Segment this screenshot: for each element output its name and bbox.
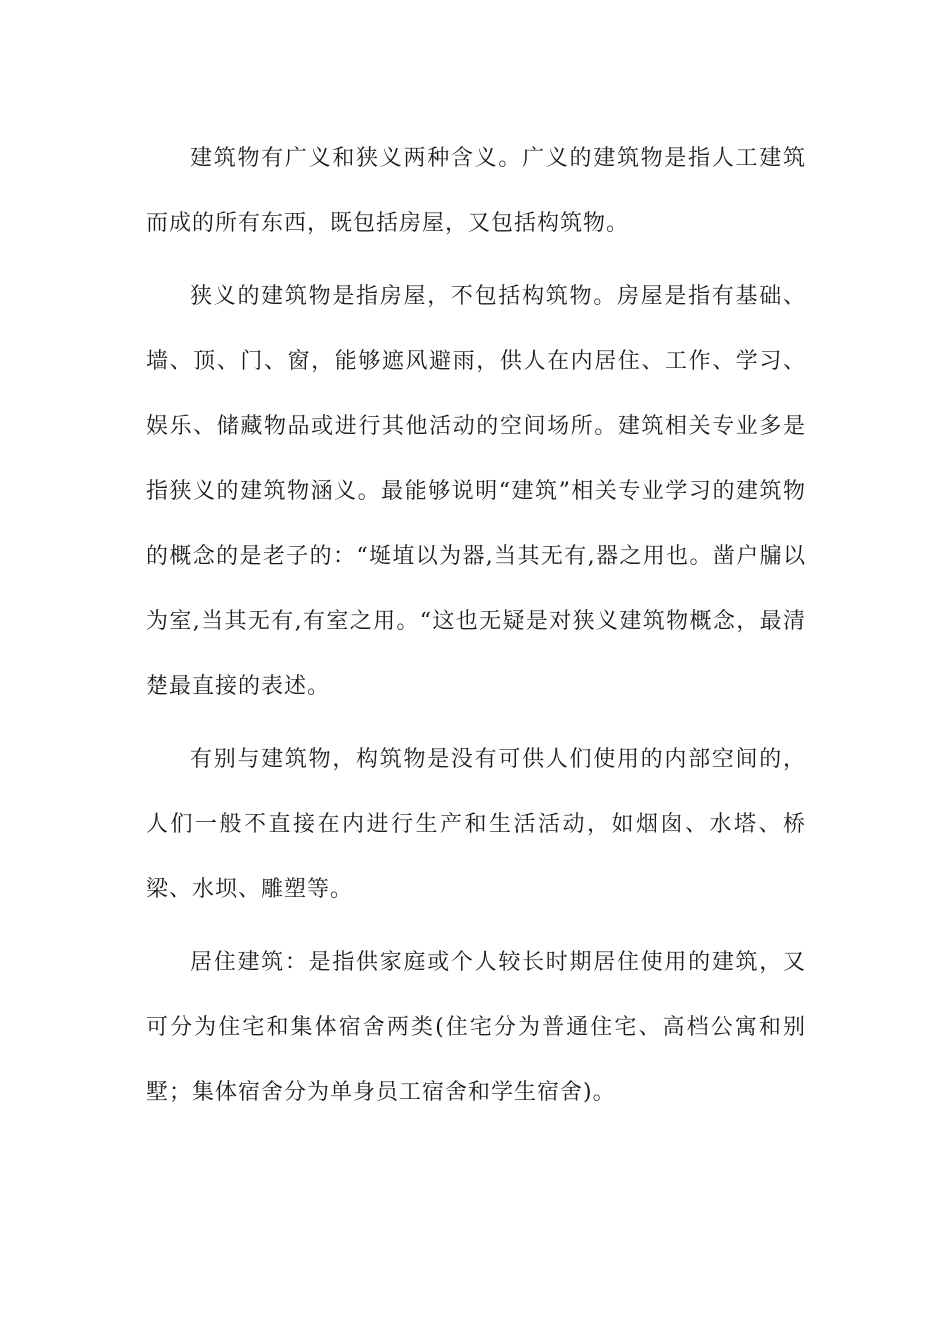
paragraph-narrow-definition: 狭义的建筑物是指房屋，不包括构筑物。房屋是指有基础、墙、顶、门、窗，能够遮风避雨，供人在内居住、工作、学习、娱乐、储藏物品或进行其他活动的空间场所。建筑相关专业多是指狭义的建筑物涵义。最能够说明“建筑”相关专业学习的建筑物的概念的是老子的：“埏埴以为器,当其无有,器之用也。凿户牖以为室,当其无有,有室之用。“这也无疑是对狭义建筑物概念，最清楚最直接的表述。 bbox=[146, 284, 806, 699]
document-body bbox=[146, 126, 806, 1125]
paragraph-structures: 有别与建筑物，构筑物是没有可供人们使用的内部空间的，人们一般不直接在内进行生产和生活活动，如烟囱、水塔、桥梁、水坝、雕塑等。 bbox=[146, 747, 806, 902]
paragraph-building-definition: 建筑物有广义和狭义两种含义。广义的建筑物是指人工建筑而成的所有东西，既包括房屋，又包括构筑物。 bbox=[146, 146, 806, 236]
paragraph-residential-buildings: 居住建筑：是指供家庭或个人较长时期居住使用的建筑，又可分为住宅和集体宿舍两类(住宅分为普通住宅、高档公寓和别墅；集体宿舍分为单身员工宿舍和学生宿舍)。 bbox=[146, 950, 806, 1105]
